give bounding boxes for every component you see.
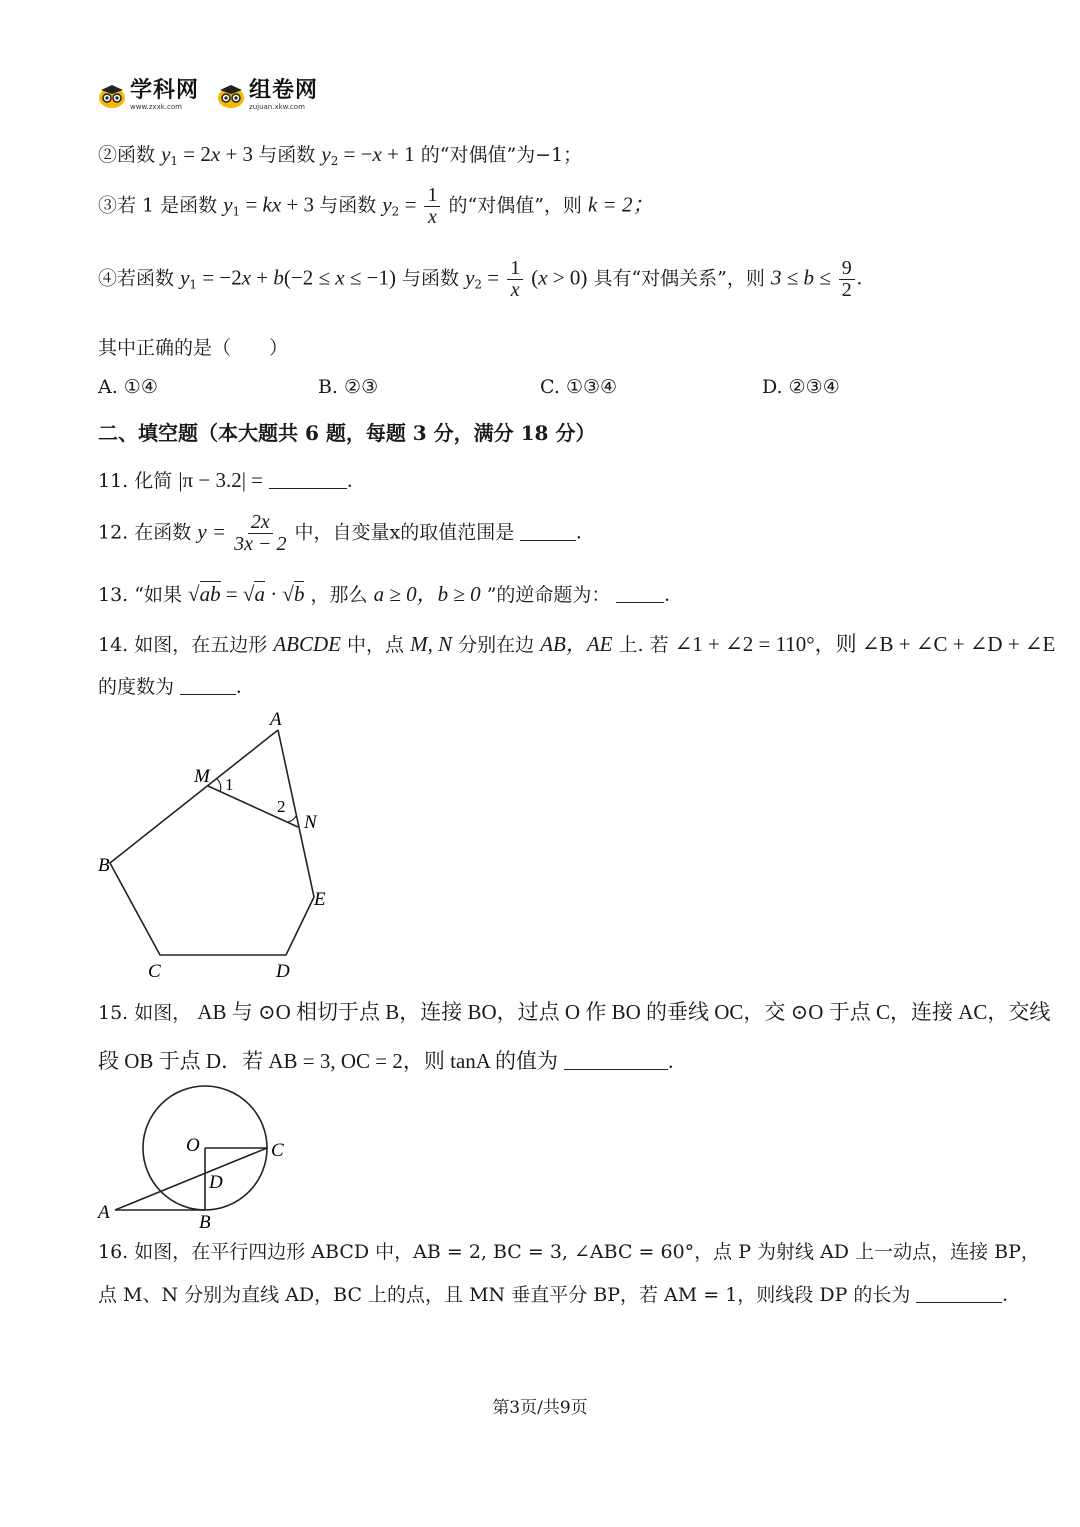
q15-text: 段 OB 于点 D．若 AB = 3, OC = 2，则 tanA 的值为 [98, 1049, 559, 1073]
q12-suffix: 中，自变量x的取值范围是 [294, 521, 515, 544]
q16-line1: 16. 如图，在平行四边形 ABCD 中，AB = 2, BC = 3, ∠ABC = 60°，点 P 为射线 AD 上一动点，连接 BP， [98, 1241, 1040, 1263]
q13-cond: ，那么 [310, 584, 368, 606]
q10-item4-prefix: ④若函数 [98, 267, 175, 290]
q14-points: M, N [410, 632, 453, 656]
q14-text: 中，点 [347, 634, 405, 656]
label-A: A [98, 1202, 110, 1223]
logo1-url: www.zxxk.com [130, 103, 182, 111]
q10-item2-suffix: 的“对偶值”为−1； [420, 144, 583, 166]
q12: 12. 在函数 y = $\frac{2x}{3x - 2}$ 中，自变量x的取值范围是 . [98, 511, 582, 555]
q13: 13. “如果 √ab = √a · √b ，那么 a ≥ 0，b ≥ 0 ”的逆命题为： . [98, 582, 670, 606]
q15-line1 [98, 996, 1050, 1026]
q10-item4-suffix: 具有“对偶关系”，则 [593, 267, 765, 290]
q11: 11. 化简 |π − 3.2| = . [98, 468, 353, 492]
option-b[interactable]: B. ②③ [318, 376, 379, 398]
owl-icon [98, 83, 126, 109]
logo2-name: 组卷网 [249, 78, 319, 103]
angle-2-arc [288, 816, 296, 822]
q14-text: 的度数为 [98, 676, 175, 698]
q10-item3-suffix: 的“对偶值”，则 [448, 194, 582, 217]
q11-expr: |π − 3.2| = [178, 468, 264, 492]
header-logos [98, 80, 318, 111]
pentagon-figure [90, 700, 350, 990]
fraction: $\frac{9}{2}$ [839, 258, 855, 301]
fraction: $\frac{1}{x}$ [424, 185, 440, 228]
label-A: A [270, 709, 282, 730]
q10-item3-prefix: ③若 1 是函数 [98, 194, 218, 217]
q15-text: 15. 如图， [98, 1002, 192, 1024]
pentagon-shape [110, 730, 314, 955]
q12-lhs: y = [197, 519, 227, 544]
label-B: B [199, 1212, 211, 1230]
q14-polygon: ABCDE [273, 632, 341, 656]
q15-text: AB 与 ⊙O 相切于点 B，连接 BO，过点 O 作 BO 的垂线 OC，交 ⊙O 于点 C，连接 AC，交线 [197, 1000, 1051, 1024]
segment-ac [115, 1148, 267, 1210]
answer-blank[interactable] [520, 524, 576, 541]
label-D: D [276, 961, 290, 982]
logo-xuekewang[interactable] [98, 80, 199, 111]
q14-line2: 的度数为 . [98, 674, 242, 698]
option-a[interactable]: A. ①④ [98, 376, 158, 398]
q14-text: 14. 如图，在五边形 [98, 634, 268, 656]
fraction: $\frac{1}{x}$ [507, 258, 523, 301]
q10-item2-prefix: ②函数 [98, 144, 156, 166]
q10-item3-k: k = 2； [587, 192, 654, 217]
answer-blank[interactable] [269, 472, 347, 489]
q10-item2-mid: 与函数 [258, 144, 316, 166]
logo1-name: 学科网 [130, 78, 200, 103]
q14-angles: ∠1 + ∠2 = 110°，则 ∠B + ∠C + ∠D + ∠E [674, 632, 1056, 656]
q14-line1 [98, 628, 1055, 658]
q12-prefix: 12. 在函数 [98, 521, 192, 544]
q12-num: 2x [248, 512, 273, 534]
label-O: O [186, 1135, 200, 1156]
q12-den: 3x − 2 [234, 533, 287, 555]
q14-text: 分别在边 [458, 634, 535, 656]
option-c[interactable]: C. ①③④ [540, 376, 618, 398]
q10-item3-mid: 与函数 [319, 194, 377, 217]
answer-blank[interactable] [916, 1286, 1002, 1303]
logo-zujuanwang[interactable] [217, 80, 318, 111]
answer-blank[interactable] [180, 678, 236, 695]
option-d[interactable]: D. ②③④ [762, 376, 840, 398]
label-M: M [194, 766, 210, 787]
section-heading: 二、填空题（本大题共 6 题，每题 3 分，满分 18 分） [98, 421, 596, 445]
answer-blank[interactable] [564, 1053, 668, 1070]
label-C: C [271, 1140, 284, 1161]
q10-item-3: ③若 1 是函数 $y_1$ = kx + 3 与函数 $y_2$ = $\frac{1}{x}$ 的“对偶值”，则 k = 2； [98, 184, 654, 228]
label-D: D [209, 1172, 223, 1193]
q10-item4-result: 3 ≤ b ≤ [770, 265, 831, 290]
q15-line2: 段 OB 于点 D．若 AB = 3, OC = 2，则 tanA 的值为 . [98, 1049, 674, 1073]
label-C: C [148, 961, 161, 982]
logo2-url: zujuan.xkw.com [249, 103, 305, 111]
q16-line2: 点 M、N 分别为直线 AD，BC 上的点，且 MN 垂直平分 BP，若 AM = 1，则线段 DP 的长为 . [98, 1282, 1008, 1306]
circle-figure [90, 1080, 320, 1230]
label-angle-2: 2 [277, 797, 286, 816]
label-B: B [98, 855, 110, 876]
q11-prefix: 11. 化简 [98, 470, 173, 492]
label-angle-1: 1 [225, 775, 234, 794]
label-N: N [304, 812, 317, 833]
q16-text: 点 M、N 分别为直线 AD，BC 上的点，且 MN 垂直平分 BP，若 AM = 1，则线段 DP 的长为 [98, 1284, 911, 1306]
label-E: E [314, 889, 326, 910]
q10-item4-mid: 与函数 [402, 267, 460, 290]
q13-suffix: ”的逆命题为： [486, 584, 611, 606]
q10-item-2: ②函数 $y_1 = 2x + 3$ 与函数 $y_2 = -x + 1$ 的“对偶值”为−1； [98, 142, 583, 168]
fraction [234, 512, 286, 555]
page-footer: 第3页/共9页 [492, 1398, 588, 1418]
q10-question: 其中正确的是（ ） [98, 337, 289, 359]
q13-prefix: 13. “如果 [98, 584, 182, 606]
q14-text: 上. 若 [618, 634, 669, 656]
owl-icon [217, 83, 245, 109]
answer-blank[interactable] [616, 586, 664, 603]
q14-edges: AB，AE [540, 632, 613, 656]
q13-cond2: a ≥ 0，b ≥ 0 [373, 582, 481, 606]
q10-item-4: ④若函数 $y_1 = -2x + b(-2 \le x \le -1)$ 与函数 $y_2$ = $\frac{1}{x}$ (x > 0) 具有“对偶关系”，则 3 ≤ b ≤ $\frac{9}{2}$ . [98, 257, 863, 301]
